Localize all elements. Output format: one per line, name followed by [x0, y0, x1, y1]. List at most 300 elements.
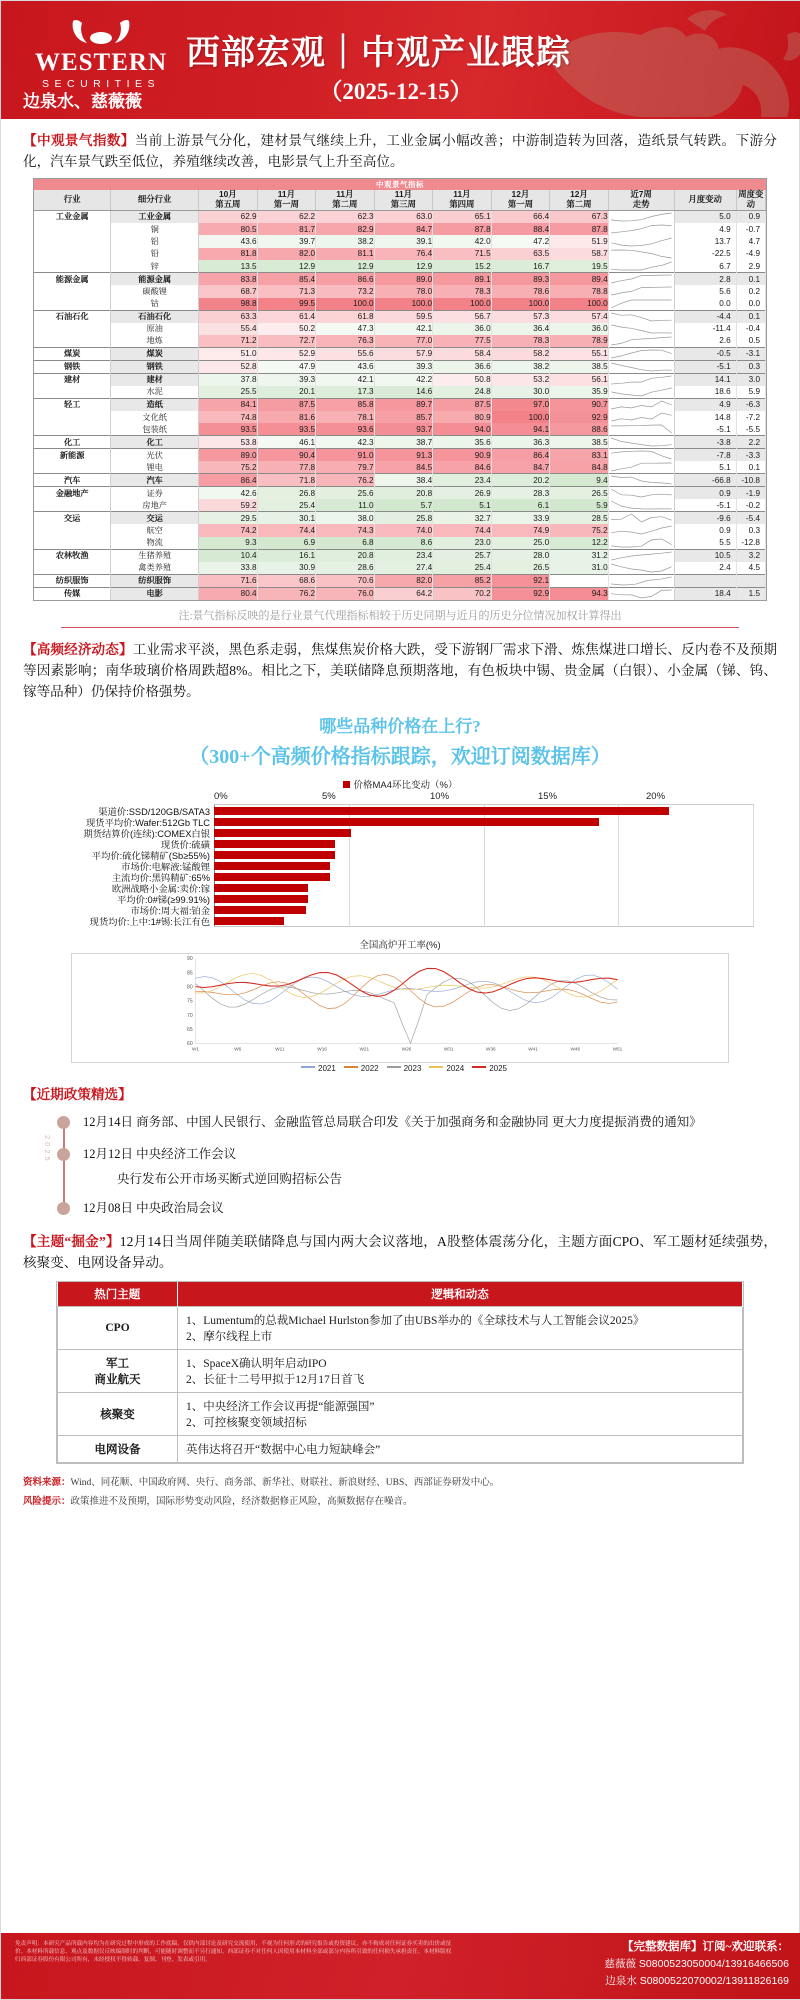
row-value: 76.2 [257, 587, 316, 600]
row-month-change: 2.8 [674, 273, 736, 286]
row-industry: 汽车 [34, 474, 111, 487]
theme-row [58, 1435, 743, 1462]
row-week-change: 4.5 [736, 562, 765, 575]
row-industry [34, 411, 111, 423]
row-week-change: 3.0 [736, 373, 765, 386]
row-value: 66.4 [491, 210, 550, 223]
row-industry [34, 298, 111, 311]
row-value: 100.0 [491, 411, 550, 423]
table-row [34, 323, 766, 335]
row-value: 39.3 [374, 360, 433, 373]
bar-chart-row [111, 871, 753, 884]
row-value: 56.7 [433, 310, 492, 323]
table-row [34, 386, 766, 399]
row-value: 25.4 [257, 499, 316, 512]
row-month-change: 2.6 [674, 335, 736, 348]
row-value: 61.4 [257, 310, 316, 323]
theme-col-header: 热门主题 [58, 1282, 178, 1307]
row-value: 62.2 [257, 210, 316, 223]
row-week-change: -5.4 [736, 512, 765, 525]
row-value: 76.4 [374, 248, 433, 260]
row-value: 28.0 [491, 549, 550, 562]
row-sparkline [608, 210, 674, 223]
row-value: 19.5 [550, 260, 609, 273]
bar-chart-category-label: 现货均价:上中:1#锡:长江有色 [89, 917, 210, 928]
bar-chart-bar [214, 906, 306, 914]
row-subindustry: 地炼 [111, 335, 199, 348]
row-value: 80.5 [199, 223, 258, 235]
row-value: 38.4 [374, 474, 433, 487]
table-row [34, 285, 766, 297]
row-value: 91.0 [316, 449, 375, 462]
table-row [34, 587, 766, 600]
disclaimer-text: 免责声明：本研究产品所载内容均为在研究过程中形成的工作底稿，仅供内部讨论及研究交流使用，不视为任何形式的研究报告或投资建议，亦不构成对任何证券买卖的出价或征价。本材料所载信息、观点及数据仅反映编制时的判断，可能随时调整而不另行通知。西部证券不对任何人因使用本材料全部或部分内容所引致的任何损失承担责任。本材料版权归西部证券股份有限公司所有，未经授权不得转载、复制、刊登、发表或引用。 [15, 1941, 452, 1964]
theme-detail: 英伟达将召开“数据中心电力短缺峰会” [178, 1435, 743, 1462]
table-col-header: 近7周 走势 [608, 190, 674, 210]
row-industry: 煤炭 [34, 347, 111, 360]
row-value: 33.8 [199, 562, 258, 575]
row-month-change: -0.5 [674, 347, 736, 360]
row-sparkline [608, 260, 674, 273]
policy-tag: 【近期政策精选】 [23, 1087, 132, 1103]
row-subindustry: 化工 [111, 436, 199, 449]
bar-chart-category-label: 欧洲战略小金属:卖价:镓 [111, 884, 210, 895]
row-value: 20.8 [374, 487, 433, 500]
theme-tag: 【主题“掘金”】 [23, 1233, 120, 1249]
source-line [23, 1474, 777, 1488]
row-value: 87.5 [433, 398, 492, 411]
row-value: 71.5 [433, 248, 492, 260]
row-value: 13.5 [199, 260, 258, 273]
table-col-header: 行业 [34, 190, 111, 210]
svg-text:W41: W41 [528, 1046, 538, 1052]
row-week-change: 0.1 [736, 461, 765, 474]
svg-text:W31: W31 [443, 1046, 454, 1052]
row-value: 36.0 [550, 323, 609, 335]
row-value: 25.8 [374, 512, 433, 525]
table-row [34, 235, 766, 247]
row-value: 56.1 [550, 373, 609, 386]
row-value: 93.7 [374, 423, 433, 436]
row-value: 6.8 [316, 537, 375, 550]
row-value: 38.5 [550, 360, 609, 373]
intro-tag: 【中观景气指数】 [23, 133, 135, 148]
row-subindustry: 锂电 [111, 461, 199, 474]
row-week-change: -1.9 [736, 487, 765, 500]
table-col-header: 11月 第四周 [433, 190, 492, 210]
svg-text:80: 80 [187, 984, 193, 991]
row-value: 86.4 [491, 449, 550, 462]
row-sparkline [608, 549, 674, 562]
row-month-change: -11.4 [674, 323, 736, 335]
svg-text:90: 90 [187, 956, 193, 963]
row-value: 89.3 [491, 273, 550, 286]
row-value: 38.7 [374, 436, 433, 449]
timeline-item [39, 1145, 769, 1164]
prosperity-index-table [34, 190, 766, 600]
row-subindustry: 建材 [111, 373, 199, 386]
row-week-change: 3.2 [736, 549, 765, 562]
row-month-change: 5.0 [674, 210, 736, 223]
row-subindustry: 房地产 [111, 499, 199, 512]
row-subindustry: 交运 [111, 512, 199, 525]
row-week-change: -0.2 [736, 499, 765, 512]
theme-name: 核聚变 [58, 1392, 178, 1435]
row-value: 36.4 [491, 323, 550, 335]
row-value: 39.7 [257, 235, 316, 247]
bar-chart-bar [214, 840, 335, 848]
row-sparkline [608, 512, 674, 525]
row-value: 99.5 [257, 298, 316, 311]
highfreq-paragraph [23, 639, 777, 702]
row-industry [34, 562, 111, 575]
row-sparkline [608, 398, 674, 411]
row-month-change: -4.4 [674, 310, 736, 323]
bar-chart-legend [46, 777, 754, 791]
row-value: 100.0 [550, 298, 609, 311]
database-promo [1, 712, 799, 769]
row-value: 84.7 [491, 461, 550, 474]
row-week-change: -4.9 [736, 248, 765, 260]
timeline-dot-icon [57, 1148, 70, 1161]
bar-chart-row [117, 893, 753, 906]
row-sparkline [608, 436, 674, 449]
table-row [34, 549, 766, 562]
row-value: 12.9 [257, 260, 316, 273]
row-sparkline [608, 373, 674, 386]
row-subindustry: 造纸 [111, 398, 199, 411]
highfreq-tag: 【高频经济动态】 [23, 642, 133, 658]
row-value: 71.2 [199, 335, 258, 348]
row-week-change: -7.2 [736, 411, 765, 423]
row-value: 36.6 [433, 360, 492, 373]
row-value: 26.9 [433, 487, 492, 500]
contact-line-1: 慈薇薇 S0800523050004/13916466506 [604, 1958, 789, 1970]
row-value: 93.5 [199, 423, 258, 436]
divider-rule [61, 627, 739, 629]
row-industry [34, 223, 111, 235]
row-value: 28.3 [491, 487, 550, 500]
table-header-row [34, 190, 766, 210]
table-row [34, 373, 766, 386]
table-row [34, 499, 766, 512]
row-month-change: -22.5 [674, 248, 736, 260]
row-value: 65.1 [433, 210, 492, 223]
row-value: 27.4 [374, 562, 433, 575]
table-row [34, 423, 766, 436]
row-sparkline [608, 487, 674, 500]
row-value: 78.3 [433, 285, 492, 297]
row-sparkline [608, 248, 674, 260]
row-value: 20.8 [316, 549, 375, 562]
bar-chart-row [89, 915, 753, 928]
row-value: 43.6 [199, 235, 258, 247]
row-value: 71.3 [257, 285, 316, 297]
row-value: 42.2 [374, 373, 433, 386]
svg-text:W46: W46 [570, 1046, 581, 1052]
row-industry: 化工 [34, 436, 111, 449]
row-subindustry: 生猪养殖 [111, 549, 199, 562]
row-week-change: 2.2 [736, 436, 765, 449]
table-row [34, 260, 766, 273]
row-subindustry: 能源金属 [111, 273, 199, 286]
theme-paragraph [23, 1231, 777, 1273]
row-value: 47.3 [316, 323, 375, 335]
row-value: 11.0 [316, 499, 375, 512]
timeline-item [39, 1113, 769, 1132]
theme-name: 军工 商业航天 [58, 1349, 178, 1392]
row-month-change: -5.1 [674, 499, 736, 512]
row-value: 62.3 [316, 210, 375, 223]
theme-table-wrap [56, 1281, 744, 1464]
svg-text:W6: W6 [234, 1046, 242, 1052]
row-industry: 交运 [34, 512, 111, 525]
row-week-change: 0.3 [736, 524, 765, 536]
row-value: 81.7 [257, 223, 316, 235]
bar-chart-row [111, 882, 753, 895]
row-value: 67.3 [550, 210, 609, 223]
row-value: 78.6 [491, 285, 550, 297]
row-value: 76.0 [316, 587, 375, 600]
promo-line-2: （300+个高频价格指标跟踪，欢迎订阅数据库） [189, 746, 611, 769]
row-value: 38.2 [491, 360, 550, 373]
row-week-change: 1.5 [736, 587, 765, 600]
row-sparkline [608, 285, 674, 297]
bar-chart-gridline [753, 805, 754, 926]
row-value: 28.5 [550, 512, 609, 525]
row-value: 6.9 [257, 537, 316, 550]
row-value: 62.9 [199, 210, 258, 223]
row-subindustry: 汽车 [111, 474, 199, 487]
theme-table-body [58, 1306, 743, 1462]
row-week-change: 0.5 [736, 335, 765, 348]
row-value: 90.7 [550, 398, 609, 411]
row-value: 84.8 [550, 461, 609, 474]
row-value: 30.9 [257, 562, 316, 575]
table-col-header: 月度变动 [674, 190, 736, 210]
timeline-item [39, 1199, 769, 1218]
row-value: 31.2 [550, 549, 609, 562]
report-authors: 边泉水、慈薇薇 [23, 92, 142, 111]
timeline-subtext: 央行发布公开市场买断式逆回购招标公告 [117, 1171, 343, 1186]
row-industry: 轻工 [34, 398, 111, 411]
row-value: 5.7 [374, 499, 433, 512]
row-value: 51.0 [199, 347, 258, 360]
row-subindustry: 航空 [111, 524, 199, 536]
row-subindustry: 物流 [111, 537, 199, 550]
row-month-change: 0.0 [674, 298, 736, 311]
table-row [34, 574, 766, 587]
contact-line-2: 边泉水 S0800522070002/13911826169 [605, 1975, 789, 1987]
row-value: 38.5 [550, 436, 609, 449]
bar-chart-row [86, 816, 753, 829]
row-week-change: 0.0 [736, 298, 765, 311]
row-value: 52.9 [257, 347, 316, 360]
row-value: 89.1 [433, 273, 492, 286]
row-value: 24.8 [433, 386, 492, 399]
row-week-change: 0.9 [736, 210, 765, 223]
row-week-change: 0.1 [736, 273, 765, 286]
row-value: 23.4 [374, 549, 433, 562]
row-subindustry: 原油 [111, 323, 199, 335]
row-value: 100.0 [433, 298, 492, 311]
row-value: 55.4 [199, 323, 258, 335]
row-value: 12.9 [316, 260, 375, 273]
row-subindustry: 证券 [111, 487, 199, 500]
theme-table [57, 1282, 743, 1463]
row-value: 57.9 [374, 347, 433, 360]
table-row [34, 298, 766, 311]
row-value: 28.6 [316, 562, 375, 575]
bar-chart-x-axis [214, 791, 754, 804]
row-value: 42.1 [374, 323, 433, 335]
row-value: 78.0 [374, 285, 433, 297]
row-value: 50.2 [257, 323, 316, 335]
row-value: 32.7 [433, 512, 492, 525]
table-col-header: 细分行业 [111, 190, 199, 210]
row-sparkline [608, 524, 674, 536]
table-row [34, 335, 766, 348]
row-value: 71.6 [199, 574, 258, 587]
row-value: 35.9 [550, 386, 609, 399]
row-value: 63.0 [374, 210, 433, 223]
row-industry [34, 260, 111, 273]
row-month-change: 5.5 [674, 537, 736, 550]
row-sparkline [608, 223, 674, 235]
row-sparkline [608, 360, 674, 373]
row-value: 38.2 [316, 235, 375, 247]
row-value: 84.6 [433, 461, 492, 474]
row-value: 74.8 [199, 411, 258, 423]
row-value: 5.9 [550, 499, 609, 512]
table-row [34, 223, 766, 235]
table-row [34, 562, 766, 575]
row-value: 70.6 [316, 574, 375, 587]
row-value: 86.6 [316, 273, 375, 286]
row-industry: 金融地产 [34, 487, 111, 500]
row-value: 25.0 [491, 537, 550, 550]
row-value: 37.8 [199, 373, 258, 386]
row-value: 78.8 [550, 285, 609, 297]
table-row [34, 210, 766, 223]
row-value: 89.4 [550, 273, 609, 286]
row-value: 36.3 [491, 436, 550, 449]
row-value: 94.0 [433, 423, 492, 436]
row-value: 71.8 [257, 474, 316, 487]
timeline-dot-icon [57, 1202, 70, 1215]
table-row [34, 273, 766, 286]
row-value: 26.5 [491, 562, 550, 575]
row-value: 94.3 [550, 587, 609, 600]
row-month-change: -5.1 [674, 423, 736, 436]
row-industry: 建材 [34, 373, 111, 386]
bar-chart-category-label: 现货平均价:Wafer:512Gb TLC [86, 818, 210, 829]
row-value: 26.5 [550, 487, 609, 500]
bar-chart-category-label: 平均价:硫化锑精矿(Sb≥55%) [91, 851, 210, 862]
row-week-change: -3.1 [736, 347, 765, 360]
row-value: 63.5 [491, 248, 550, 260]
row-value: 8.6 [374, 537, 433, 550]
line-chart-legend-item: 2025 [464, 1064, 507, 1073]
row-value: 77.0 [374, 335, 433, 348]
theme-col-header: 逻辑和动态 [178, 1282, 743, 1307]
row-value: 16.1 [257, 549, 316, 562]
row-value: 55.6 [316, 347, 375, 360]
theme-table-header [58, 1282, 743, 1307]
table-row [34, 360, 766, 373]
intro-text: 当前上游景气分化，建材景气继续上升，工业金属小幅改善；中游制造转为回落，造纸景气转跌。下游分化，汽车景气跌至低位，养殖继续改善，电影景气上升至高位。 [23, 133, 778, 170]
row-industry [34, 423, 111, 436]
row-value: 98.8 [199, 298, 258, 311]
report-header [1, 1, 800, 119]
row-value: 50.8 [433, 373, 492, 386]
row-value: 23.4 [433, 474, 492, 487]
row-subindustry: 铜 [111, 223, 199, 235]
row-value: 75.2 [550, 524, 609, 536]
legend-swatch-icon [343, 781, 350, 788]
row-industry [34, 499, 111, 512]
row-month-change: 6.7 [674, 260, 736, 273]
report-date: （2025-12-15） [319, 79, 473, 104]
row-value: 43.6 [316, 360, 375, 373]
theme-row [58, 1392, 743, 1435]
table-row [34, 310, 766, 323]
svg-text:W36: W36 [486, 1046, 496, 1052]
row-value: 85.8 [316, 398, 375, 411]
row-subindustry: 文化纸 [111, 411, 199, 423]
table-row [34, 474, 766, 487]
row-industry [34, 537, 111, 550]
row-value: 46.1 [257, 436, 316, 449]
row-value: 58.4 [433, 347, 492, 360]
row-value: 25.5 [199, 386, 258, 399]
row-value: 80.4 [199, 587, 258, 600]
line-chart-legend-item: 2023 [379, 1064, 422, 1073]
risk-label: 风险提示： [23, 1496, 71, 1507]
row-value: 81.6 [257, 411, 316, 423]
row-subindustry: 电影 [111, 587, 199, 600]
row-industry [34, 524, 111, 536]
row-week-change: -3.3 [736, 449, 765, 462]
theme-name: 电网设备 [58, 1435, 178, 1462]
row-value: 70.2 [433, 587, 492, 600]
row-value: 42.1 [316, 373, 375, 386]
row-value: 16.7 [491, 260, 550, 273]
row-month-change: -7.8 [674, 449, 736, 462]
svg-text:70: 70 [187, 1013, 193, 1020]
row-week-change: -5.5 [736, 423, 765, 436]
row-value: 94.1 [491, 423, 550, 436]
bar-chart-row [121, 860, 753, 873]
row-month-change: -5.1 [674, 360, 736, 373]
row-value: 85.4 [257, 273, 316, 286]
row-value: 76.2 [316, 474, 375, 487]
row-month-change: 4.9 [674, 398, 736, 411]
theme-intro: 12月14日当周伴随美联储降息与国内两大会议落地，A股整体震荡分化，主题方面CPO、军工题材延续强势，核聚变、电网设备异动。 [23, 1233, 777, 1270]
svg-text:W26: W26 [401, 1046, 412, 1052]
table-row [34, 524, 766, 536]
row-value: 74.9 [491, 524, 550, 536]
row-value: 84.5 [374, 461, 433, 474]
table-row [34, 347, 766, 360]
row-value: 59.2 [199, 499, 258, 512]
row-value: 68.7 [199, 285, 258, 297]
price-change-bar-chart [46, 777, 754, 927]
row-value: 78.1 [316, 411, 375, 423]
row-value: 47.9 [257, 360, 316, 373]
table-row [34, 398, 766, 411]
row-value: 58.7 [550, 248, 609, 260]
